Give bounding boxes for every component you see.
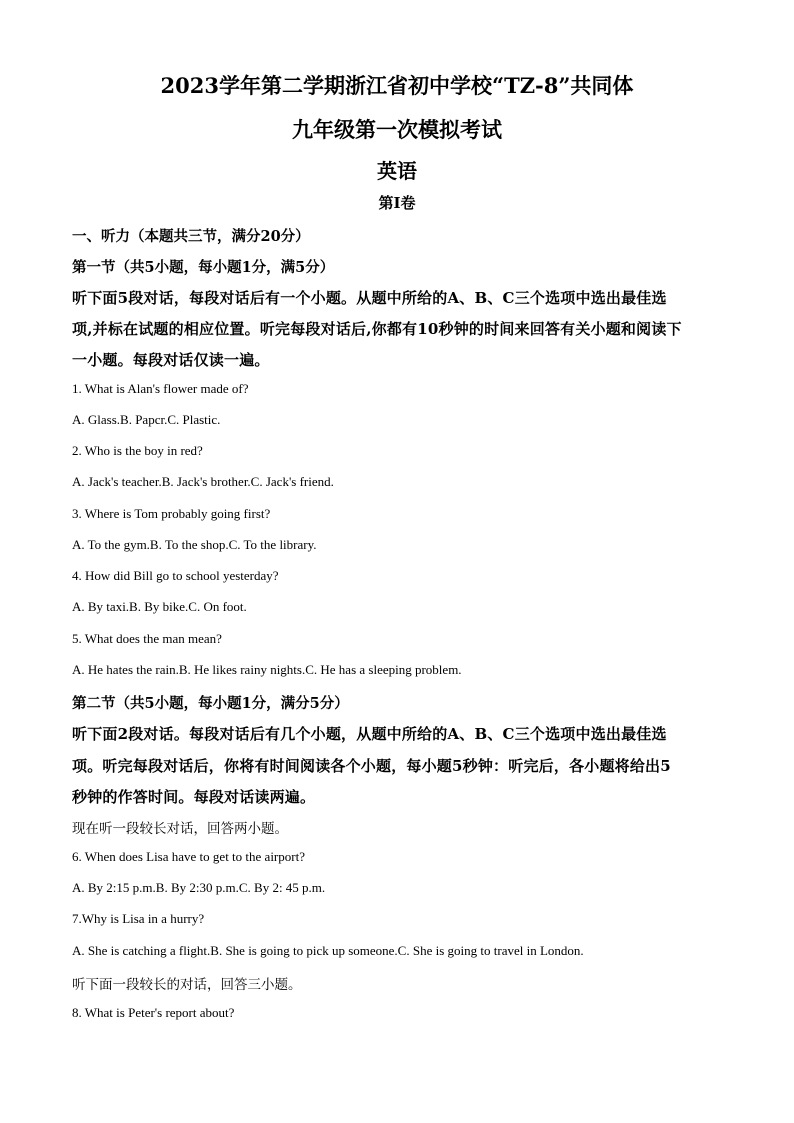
section1-instruction-line1: 听下面5段对话，每段对话后有一个小题。从题中所给的A、B、C三个选项中选出最佳选 [72,289,667,307]
question-7: 7.Why is Lisa in a hurry? [72,911,205,926]
question-1: 1. What is Alan's flower made of? [72,381,249,396]
dialogue-note-1: 现在听一段较长对话，回答两小题。 [72,821,288,837]
section1-heading: 第一节（共5小题，每小题1分，满5分） [72,259,335,276]
question-7-options: A. She is catching a flight.B. She is going to pick up someone.C. She is going to travel in London. [72,943,584,958]
section2-instruction-line1: 听下面2段对话。每段对话后有几个小题，从题中所给的A、B、C三个选项中选出最佳选 [72,725,667,743]
question-6-options: A. By 2:15 p.m.B. By 2:30 p.m.C. By 2: 45 p.m. [72,880,326,895]
section2-heading: 第二节（共5小题，每小题1分，满分5分） [72,695,349,712]
question-2-options: A. Jack's teacher.B. Jack's brother.C. Jack's friend. [72,474,334,489]
section2-instruction-line2: 项。听完每段对话后，你将有时间阅读各个小题，每小题5秒钟：听完后，各小题将给出5 [72,757,671,775]
question-6: 6. When does Lisa have to get to the airport? [72,849,305,864]
question-5: 5. What does the man mean? [72,631,222,646]
question-5-options: A. He hates the rain.B. He likes rainy nights.C. He has a sleeping problem. [72,662,462,677]
question-1-options: A. Glass.B. Papcr.C. Plastic. [72,412,221,427]
volume-label: 第I卷 [378,194,416,212]
section2-instruction-line3: 秒钟的作答时间。每段对话读两遍。 [72,788,316,806]
question-4-options: A. By taxi.B. By bike.C. On foot. [72,599,247,614]
question-3: 3. Where is Tom probably going first? [72,506,271,521]
question-8: 8. What is Peter's report about? [72,1005,235,1020]
section1-instruction-line2: 项,并标在试题的相应位置。听完每段对话后,你都有10秒钟的时间来回答有关小题和阅读下 [72,320,682,338]
exam-title-line2: 九年级第一次模拟考试 [292,117,502,142]
question-3-options: A. To the gym.B. To the shop.C. To the library. [72,537,317,552]
dialogue-note-2: 听下面一段较长的对话，回答三小题。 [72,977,302,993]
exam-title-line1: 2023学年第二学期浙江省初中学校“TZ-8”共同体 [160,73,634,98]
part1-heading: 一、听力（本题共三节，满分20分） [72,228,310,245]
section1-instruction-line3: 一小题。每段对话仅读一遍。 [72,351,270,369]
question-4: 4. How did Bill go to school yesterday? [72,568,279,583]
question-2: 2. Who is the boy in red? [72,443,203,458]
subject-title: 英语 [377,159,417,183]
